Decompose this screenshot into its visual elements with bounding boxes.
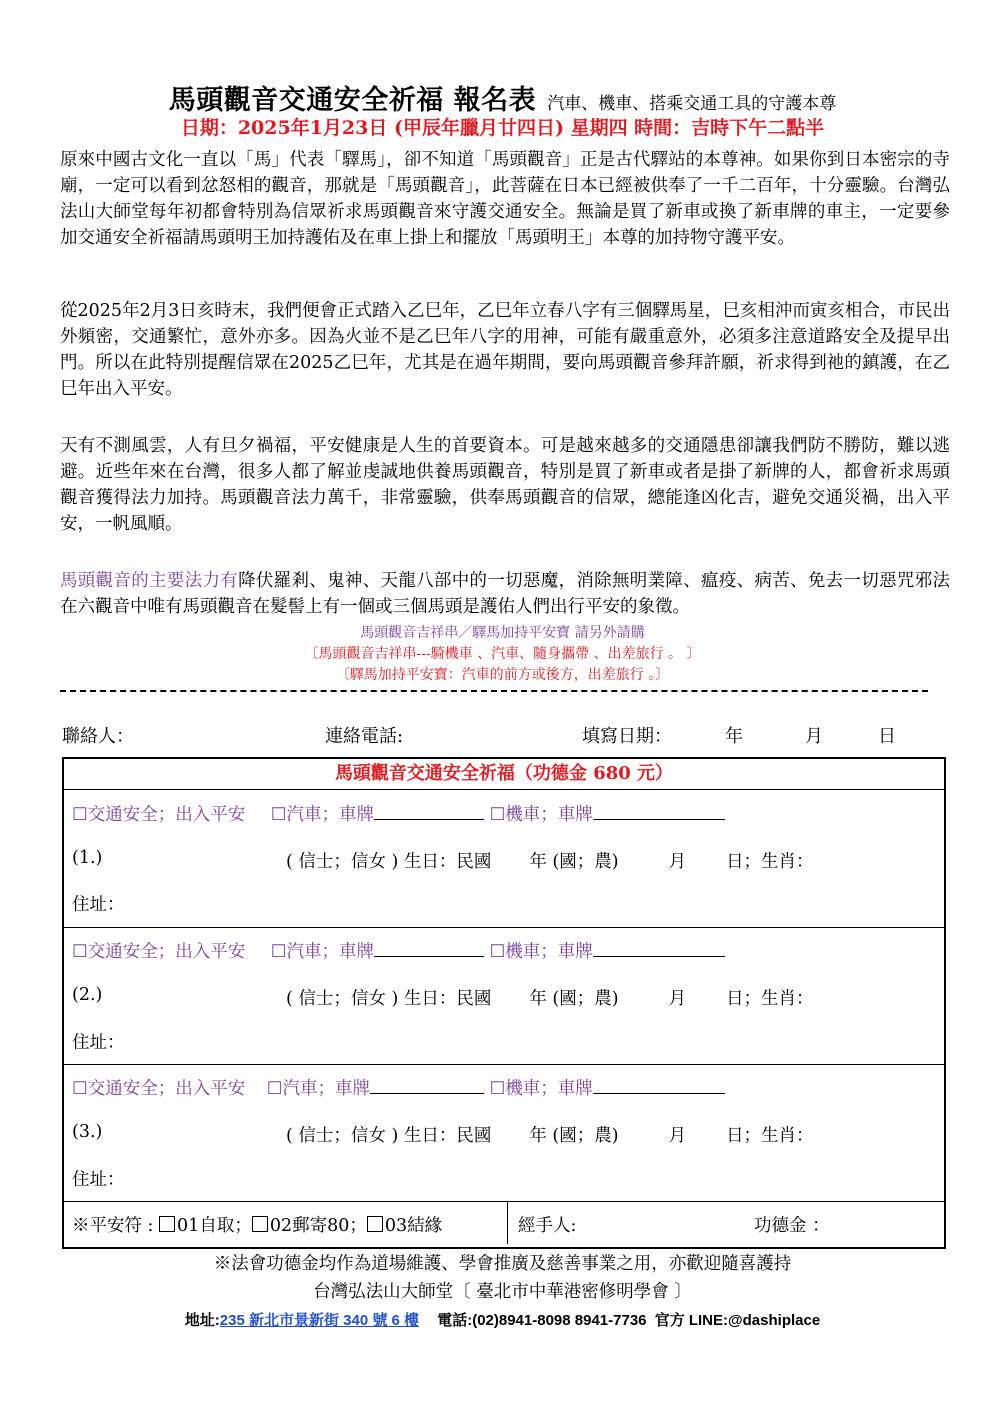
year-type-label: 年 (國；農) <box>529 852 619 872</box>
day-zodiac-label: 日；生肖： <box>726 1126 814 1146</box>
intro-paragraph-2: 從2025年2月3日亥時末，我們便會正式踏入乙巳年，乙巳年立春八字有三個驛馬星，巳亥相沖而寅亥相合，市民出外頻密，交通繁忙，意外亦多。因為火並不是乙巳年八字的用神，可能有嚴重意外，必須多注意道路安全及提早出門。所以在此特別提醒信眾在2025乙巳年，尤其是在過年期間，要向馬頭觀音參拜許願，祈求得到祂的鎮護，在乙巳年出入平安。 <box>60 301 950 399</box>
line-id: 官方 LINE:@dashiplace <box>654 1312 821 1329</box>
moto-option-label: 機車；車牌 <box>505 942 593 962</box>
entry-3-number: (3.) <box>72 1122 103 1142</box>
entry-2-safety-checkbox[interactable]: ☐交通安全；出入平安 <box>72 942 246 962</box>
year-type-label: 年 (國；農) <box>529 1126 619 1146</box>
purchase-item-1: 〔馬頭觀音吉祥串---騎機車 、汽車、隨身攜帶 、出差旅行 。 〕 <box>304 646 701 662</box>
gender-birth-label: ( 信士；信女 ) 生日：民國 <box>286 1126 492 1146</box>
talisman-pickup-checkbox[interactable] <box>159 1216 175 1232</box>
intro-paragraph-4 <box>60 568 950 620</box>
talisman-mail-checkbox[interactable] <box>252 1216 268 1232</box>
powers-lead: 馬頭觀音的主要法力有 <box>60 571 239 591</box>
entry-2-birth[interactable] <box>286 985 814 1010</box>
intro-paragraph-1: 原來中國古文化一直以「馬」代表「驛馬」，卻不知道「馬頭觀音」正是古代驛站的本尊神。如果你到日本密宗的寺廟，一定可以看到忿怒相的觀音，那就是「馬頭觀音」，此菩薩在日本已經被供奉了一千二百年，十分靈驗。台灣弘法山大師堂每年初都會特別為信眾祈求馬頭觀音來守護交通安全。無論是買了新車或換了新車牌的車主，一定要參加交通安全祈福請馬頭明王加持護佑及在車上掛上和擺放「馬頭明王」本尊的加持物守護平安。 <box>60 150 950 248</box>
entry-divider <box>64 1064 944 1065</box>
cut-line-divider <box>60 690 928 692</box>
entry-1-address[interactable]: 住址： <box>72 895 125 915</box>
day-zodiac-label: 日；生肖： <box>726 852 814 872</box>
talisman-gift-checkbox[interactable] <box>367 1216 383 1232</box>
fill-date-month[interactable]: 月 <box>805 726 823 747</box>
intro-paragraph-3: 天有不測風雲，人有旦夕禍福，平安健康是人生的首要資本。可是越來越多的交通隱患卻讓我們防不勝防，難以逃避。近些年來在台灣，很多人都了解並虔誠地供養馬頭觀音，特別是買了新車或者是掛了新牌的人，都會祈求馬頭觀音獲得法力加持。馬頭觀音法力萬千，非常靈驗，供奉馬頭觀音的信眾，總能逢凶化吉，避免交通災禍，出入平安，一帆風順。 <box>60 436 950 534</box>
footer-organization: 台灣弘法山大師堂〔 臺北市中華港密修明學會 〕 <box>313 1282 692 1302</box>
safety-option-label: 交通安全；出入平安 <box>87 805 246 825</box>
entry-3-info <box>72 1122 102 1142</box>
entry-3-car-checkbox[interactable]: ☐汽車；車牌 <box>266 1079 370 1099</box>
talisman-option-1: 01自取； <box>177 1216 252 1236</box>
entry-3-safety-checkbox[interactable]: ☐交通安全；出入平安 <box>72 1079 246 1099</box>
address-label: 地址: <box>184 1312 220 1329</box>
safety-option-label: 交通安全；出入平安 <box>87 942 246 962</box>
month-label: 月 <box>668 852 687 872</box>
contact-person-label[interactable]: 聯絡人： <box>62 726 134 747</box>
fill-date-year[interactable]: 年 <box>725 726 743 747</box>
registration-table <box>62 757 946 1249</box>
entry-1-car-checkbox[interactable]: ☐汽車；車牌 <box>270 805 374 825</box>
gender-birth-label: ( 信士；信女 ) 生日：民國 <box>286 989 492 1009</box>
year-type-label: 年 (國；農) <box>529 989 619 1009</box>
entry-divider <box>64 927 944 928</box>
entry-1-safety-checkbox[interactable]: ☐交通安全；出入平安 <box>72 805 246 825</box>
purchase-note: 馬頭觀音吉祥串／驛馬加持平安寶 請另外請購 <box>360 625 645 641</box>
contact-phone-label[interactable]: 連絡電話: <box>325 726 404 747</box>
entry-1-birth[interactable] <box>286 848 814 873</box>
car-option-label: 汽車；車牌 <box>286 942 374 962</box>
column-divider <box>507 1202 508 1244</box>
entry-1-options <box>72 801 725 826</box>
talisman-option-3: 03結緣 <box>384 1216 443 1236</box>
talisman-label: ※平安符 : <box>72 1216 154 1236</box>
car-option-label: 汽車；車牌 <box>282 1079 370 1099</box>
moto-option-label: 機車；車牌 <box>505 805 593 825</box>
talisman-options <box>72 1212 442 1237</box>
footer-contact <box>0 1309 1005 1330</box>
address-link[interactable]: 235 新北市景新街 340 號 6 樓 <box>219 1312 420 1329</box>
fill-date-day[interactable]: 日 <box>878 726 896 747</box>
entry-1-car-plate-field[interactable] <box>374 803 484 820</box>
page-subtitle: 汽車、機車、搭乘交通工具的守護本尊 <box>547 94 837 114</box>
talisman-option-2: 02郵寄80； <box>269 1216 367 1236</box>
entry-2-moto-plate-field[interactable] <box>593 940 725 957</box>
entry-2-car-plate-field[interactable] <box>374 940 484 957</box>
month-label: 月 <box>668 1126 687 1146</box>
entry-1-moto-plate-field[interactable] <box>593 803 725 820</box>
talisman-row <box>64 1202 944 1246</box>
page-title: 馬頭觀音交通安全祈福 報名表 <box>168 85 537 116</box>
entry-2-moto-checkbox[interactable]: ☐機車；車牌 <box>489 942 593 962</box>
phone-numbers: 電話:(02)8941-8098 8941-7736 <box>437 1312 647 1329</box>
entry-2-info <box>72 985 102 1005</box>
form-heading: 馬頭觀音交通安全祈福（功德金 680 元） <box>64 759 944 790</box>
entry-2-options <box>72 938 725 963</box>
donation-field[interactable]: 功德金 ： <box>754 1216 830 1236</box>
purchase-item-2: 〔驛馬加持平安寶：汽車的前方或後方，出差旅行 。〕 <box>335 667 670 683</box>
entry-1-number: (1.) <box>72 848 103 868</box>
entry-3-options <box>72 1075 725 1100</box>
entry-3-car-plate-field[interactable] <box>370 1077 484 1094</box>
entry-3-moto-checkbox[interactable]: ☐機車；車牌 <box>489 1079 593 1099</box>
month-label: 月 <box>668 989 687 1009</box>
entry-3-address[interactable]: 住址： <box>72 1170 125 1190</box>
car-option-label: 汽車；車牌 <box>286 805 374 825</box>
entry-3-birth[interactable] <box>286 1122 814 1147</box>
entry-1-info <box>72 848 102 868</box>
entry-2-number: (2.) <box>72 985 103 1005</box>
title-row <box>0 78 1005 117</box>
footer-donation-note: ※法會功德金均作為道場維護、學會推廣及慈善事業之用，亦歡迎隨喜護持 <box>213 1254 792 1274</box>
entry-1-moto-checkbox[interactable]: ☐機車；車牌 <box>489 805 593 825</box>
moto-option-label: 機車；車牌 <box>505 1079 593 1099</box>
entry-2-car-checkbox[interactable]: ☐汽車；車牌 <box>270 942 374 962</box>
handler-field[interactable]: 經手人: <box>518 1216 577 1236</box>
entry-2-address[interactable]: 住址： <box>72 1033 125 1053</box>
entry-3-moto-plate-field[interactable] <box>593 1077 725 1094</box>
event-date-time: 日期：2025年1月23日 (甲辰年臘月廿四日) 星期四 時間：吉時下午二點半 <box>180 117 825 139</box>
gender-birth-label: ( 信士；信女 ) 生日：民國 <box>286 852 492 872</box>
powers-text: 降伏羅剎、鬼神、天龍八部中的一切惡魔，消除無明業障、瘟疫、病苦、免去一切惡咒邪法在六觀音中唯有馬頭觀音在髮髻上有一個或三個馬頭是護佑人們出行平安的象徵。 <box>60 571 950 617</box>
safety-option-label: 交通安全；出入平安 <box>87 1079 246 1099</box>
fill-date-label: 填寫日期： <box>582 726 672 747</box>
day-zodiac-label: 日；生肖： <box>726 989 814 1009</box>
